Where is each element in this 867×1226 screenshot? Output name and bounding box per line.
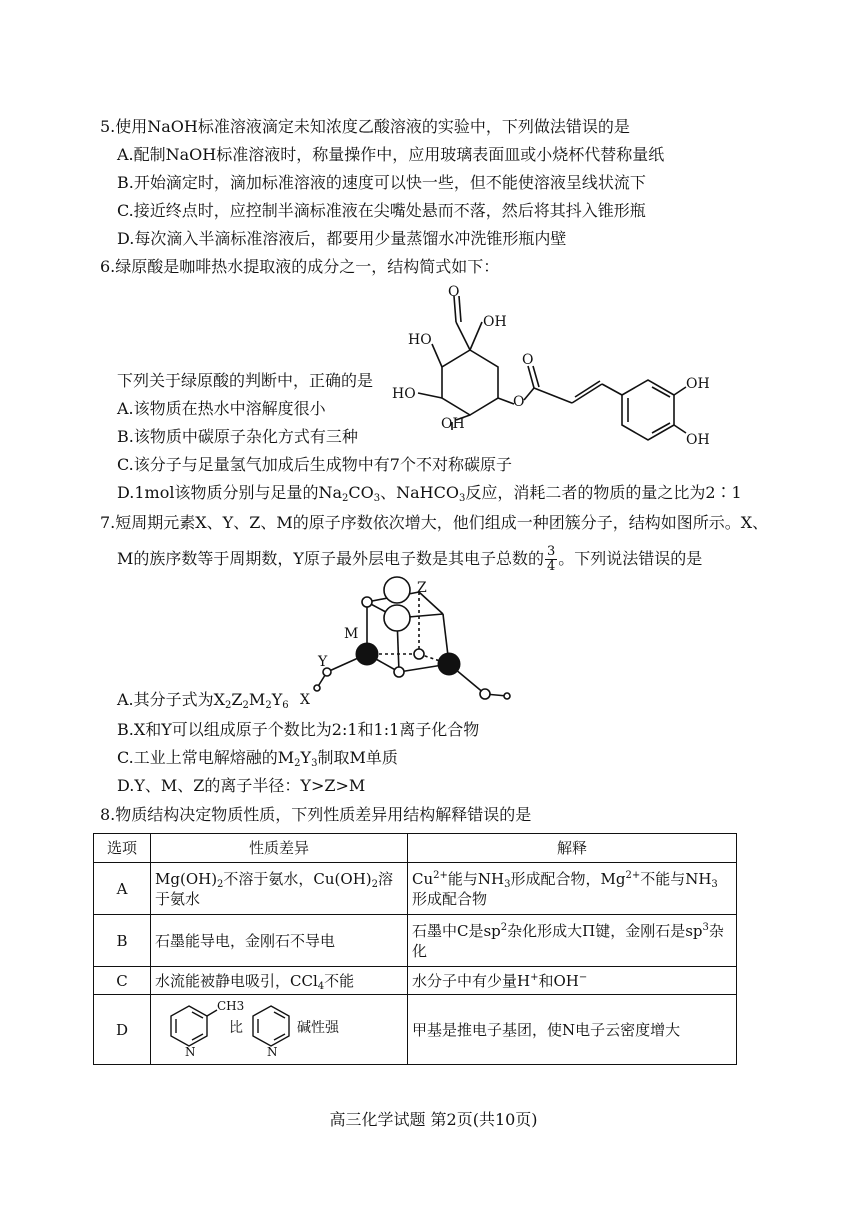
explanation-cell: 水分子中有少量H+和OH− [408,967,737,995]
q5-option-d: D.每次滴入半滴标准溶液后，都要用少量蒸馏水冲洗锥形瓶内壁 [117,229,567,248]
oh-aromatic-label-1: OH [686,376,710,392]
table-row [94,995,737,1065]
q6-option-b: B.该物质中碳原子杂化方式有三种 [117,427,358,446]
explanation-cell: 甲基是推电子基团，使N电子云密度增大 [408,995,737,1065]
row-label: A [94,863,151,915]
row-label: D [94,995,151,1065]
q7-option-a: A.其分子式为$X_2Z_2M_2Y_6$ [117,690,289,711]
q7-stem-line1: 7.短周期元素X、Y、Z、M的原子序数依次增大，他们组成一种团簇分子，结构如图所示。X、 [100,513,769,532]
n-label-1: N [185,1045,196,1058]
ch3-label: CH3 [217,999,245,1013]
q6-stem: 6.绿原酸是咖啡热水提取液的成分之一，结构简式如下： [100,257,500,276]
q6-question: 下列关于绿原酸的判断中，正确的是 [117,371,374,390]
z-label: Z [417,580,427,596]
chlorogenic-acid-structure [370,280,730,465]
property-cell: $Mg(OH)_2$不溶于氨水，$Cu(OH)_2$溶于氨水 [151,863,408,915]
row-label: C [94,967,151,995]
y-label: Y [318,654,328,670]
explanation-cell: 石墨中C是$sp^2$杂化形成大Π键，金刚石是$sp^3$杂化 [408,915,737,967]
oh-acid-label: OH [483,314,507,330]
q5-option-b: B.开始滴定时，滴加标准溶液的速度可以快一些，但不能使溶液呈线状流下 [117,173,646,192]
q7-option-b: B.X和Y可以组成原子个数比为2:1和1:1离子化合物 [117,720,480,739]
m-label: M [344,626,359,642]
table-row [94,915,737,967]
pyridine-comparison-diagram [151,996,397,1058]
q7-option-c: C.工业上常电解熔融的$M_2Y_3$制取M单质 [117,748,398,769]
o-carbonyl-label: O [522,352,534,368]
property-cell: 石墨能导电，金刚石不导电 [151,915,408,967]
table-header-row [94,834,737,863]
header-explanation: 解释 [408,834,737,863]
x-label: X [300,692,310,708]
q5-option-c: C.接近终点时，应控制半滴标准液在尖嘴处悬而不落，然后将其抖入锥形瓶 [117,201,646,220]
q7-option-d: D.Y、M、Z的离子半径：Y>Z>M [117,776,366,795]
table-row [94,967,737,995]
header-property: 性质差异 [151,834,408,863]
basicity-label: 碱性强 [297,1020,339,1036]
q8-table [93,833,737,1065]
q6-option-c: C.该分子与足量氢气加成后生成物中有7个不对称碳原子 [117,455,512,474]
header-option: 选项 [94,834,151,863]
o-ester-label: O [513,394,525,410]
fraction: $\frac{3}{4}$ [546,544,556,574]
oh-aromatic-label-2: OH [686,432,710,448]
cluster-molecule-diagram [295,572,525,712]
explanation-cell: $Cu^{2+}$能与$NH_3$形成配合物，$Mg^{2+}$不能与$NH_3$形成配合物 [408,863,737,915]
q5-stem: 5.使用NaOH标准溶液滴定未知浓度乙酸溶液的实验中，下列做法错误的是 [100,117,630,136]
q6-option-a: A.该物质在热水中溶解度很小 [117,399,326,418]
q5-option-a: A.配制NaOH标准溶液时，称量操作中，应用玻璃表面皿或小烧杯代替称量纸 [117,145,665,164]
o-top-label: O [448,284,460,300]
q7-stem-line2: M的族序数等于周期数，Y原子最外层电子数是其电子总数的 $\frac{3}{4}$ 。下列说法错误的是 [117,544,703,574]
property-cell: 水流能被静电吸引，CCl$_4$不能 [151,967,408,995]
property-cell [151,995,408,1065]
row-label: B [94,915,151,967]
oh-ring-label: OH [441,416,465,432]
comparison-label: 比 [229,1020,243,1036]
q8-stem: 8.物质结构决定物质性质，下列性质差异用结构解释错误的是 [100,805,532,824]
ho-label-1: HO [408,332,432,348]
n-label-2: N [267,1045,278,1058]
q6-option-d: D.1mol该物质分别与足量的$Na_2CO_3$、NaHCO$_3$反应，消耗二者的物质的量之比为2∶1 [117,483,742,504]
table-row [94,863,737,915]
ho-label-2: HO [392,386,416,402]
page-footer: 高三化学试题 第2页(共10页) [329,1110,538,1129]
